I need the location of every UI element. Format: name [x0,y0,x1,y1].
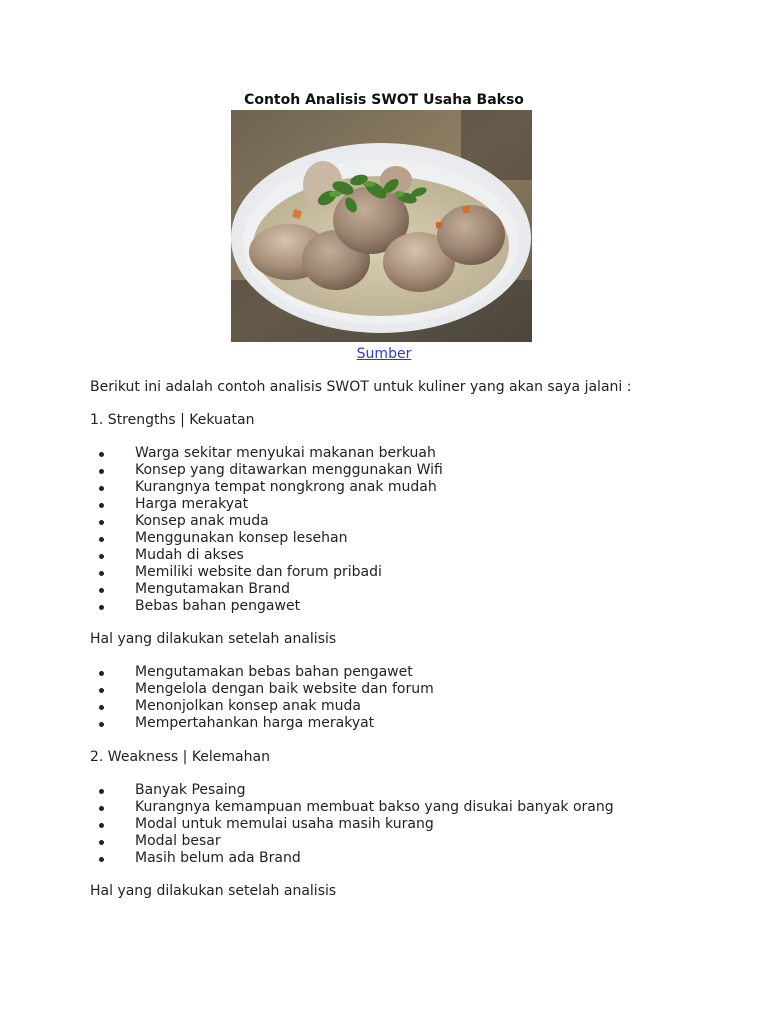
list-item: Warga sekitar menyukai makanan berkuah [90,445,443,462]
list-item: Kurangnya kemampuan membuat bakso yang disukai banyak orang [90,799,614,816]
strengths-list [90,445,443,615]
list-item: Mengutamakan bebas bahan pengawet [90,664,434,681]
list-item: Mengutamakan Brand [90,581,443,598]
strengths-after-heading: Hal yang dilakukan setelah analisis [90,631,337,647]
list-item: Konsep anak muda [90,513,443,530]
list-item: Mudah di akses [90,547,443,564]
list-item: Memiliki website dan forum pribadi [90,564,443,581]
weakness-list [90,782,614,867]
list-item: Masih belum ada Brand [90,850,614,867]
list-item: Banyak Pesaing [90,782,614,799]
strengths-heading: 1. Strengths | Kekuatan [90,412,255,428]
list-item: Bebas bahan pengawet [90,598,443,615]
weakness-after-heading: Hal yang dilakukan setelah analisis [90,883,337,899]
weakness-heading: 2. Weakness | Kelemahan [90,749,270,765]
list-item: Modal untuk memulai usaha masih kurang [90,816,614,833]
list-item: Mempertahankan harga merakyat [90,715,434,732]
list-item: Kurangnya tempat nongkrong anak mudah [90,479,443,496]
list-item: Mengelola dengan baik website dan forum [90,681,434,698]
intro-paragraph: Berikut ini adalah contoh analisis SWOT untuk kuliner yang akan saya jalani : [90,379,632,395]
list-item: Modal besar [90,833,614,850]
page-title: Contoh Analisis SWOT Usaha Bakso [244,92,524,108]
bakso-photo [231,110,532,342]
strengths-actions-list [90,664,434,732]
list-item: Konsep yang ditawarkan menggunakan Wifi [90,462,443,479]
list-item: Menonjolkan konsep anak muda [90,698,434,715]
list-item: Menggunakan konsep lesehan [90,530,443,547]
list-item: Harga merakyat [90,496,443,513]
source-link[interactable]: Sumber [356,346,412,362]
